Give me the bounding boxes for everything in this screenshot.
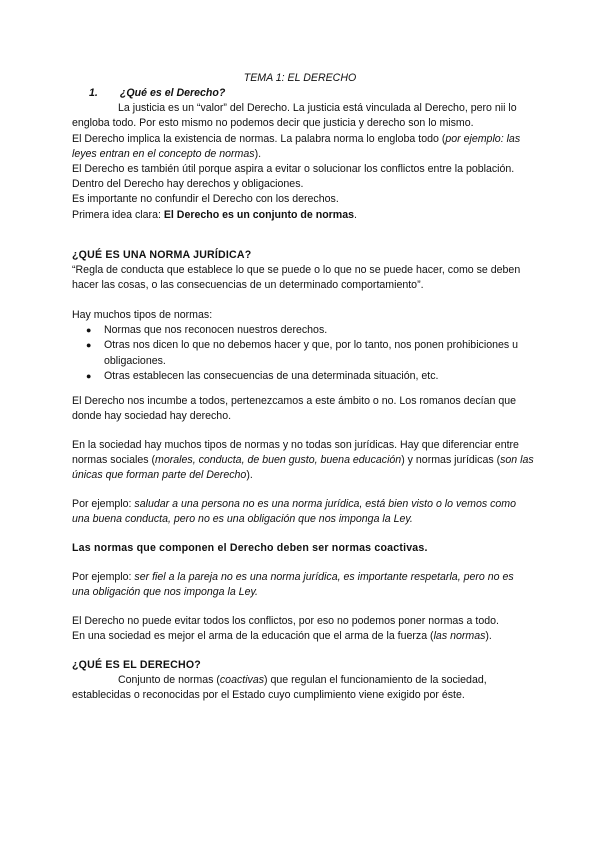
paragraph: El Derecho no puede evitar todos los conflictos, por eso no podemos poner normas a todo. [72,615,499,627]
section-que-es-el-derecho [72,86,534,223]
paragraph: La justicia es un “valor” del Derecho. La justicia está vinculada al Derecho, pero nii lo engloba todo. Por esto mismo no podemos decir que justicia y derecho son lo mismo. [72,102,517,130]
norm-types-list [72,323,534,384]
paragraph: En la sociedad hay muchos tipos de normas y no todas son jurídicas. Hay que diferenciar entre normas sociales (morales, conducta, de buen gusto, buena educación) y normas jurídicas (son las únicas que forman parte del Derecho). [72,439,534,482]
section-heading: ¿QUÉ ES EL DERECHO? [72,659,201,671]
paragraph: El Derecho nos incumbe a todos, pertenezcamos a este ámbito o no. Los romanos decían que donde hay sociedad hay derecho. [72,395,517,423]
section-heading: ¿QUÉ ES UNA NORMA JURÍDICA? [72,249,252,261]
list-item: ● Otras nos dicen lo que no debemos hacer y que, por lo tanto, nos ponen prohibiciones u obligaciones. [72,338,534,368]
paragraph: Dentro del Derecho hay derechos y obligaciones. [72,178,304,191]
definition: Conjunto de normas (coactivas) que regulan el funcionamiento de la sociedad, establecidas o reconocidas por el Estado cuyo cumplimiento viene exigido por éste. [72,674,487,702]
quote: “Regla de conducta que establece lo que se puede o lo que no se puede hacer, como se deben hacer las cosas, o las consecuencias de un determinado comportamiento”. [72,264,521,292]
list-item: ● Normas que nos reconocen nuestros derechos. [72,323,534,338]
paragraph: El Derecho implica la existencia de normas. La palabra norma lo engloba todo (por ejemplo: las leyes entran en el concepto de normas). [72,132,521,160]
list-intro: Hay muchos tipos de normas: [72,309,213,321]
paragraph-block [72,614,534,644]
section-norma-juridica [72,248,534,294]
paragraph: Primera idea clara: El Derecho es un conjunto de normas. [72,208,357,221]
paragraph: En una sociedad es mejor el arma de la educación que el arma de la fuerza (las normas). [72,630,492,643]
section-heading [72,86,534,101]
example: Por ejemplo: ser fiel a la pareja no es una norma jurídica, es importante respetarla, pero no es una obligación que nos imponga la Ley. [72,571,514,599]
section-title: ¿Qué es el Derecho? [119,87,226,99]
section-number: 1. [89,87,98,99]
paragraph-block [72,438,534,484]
paragraph: El Derecho es también útil porque aspira a evitar o solucionar los conflictos entre la población. [72,163,515,176]
bold-statement-block [72,541,534,556]
norm-types [72,308,534,384]
example-block [72,570,534,600]
paragraph-block [72,394,534,424]
section-que-es-el-derecho-definicion [72,658,534,704]
example-block [72,497,534,527]
document-title: TEMA 1: EL DERECHO [243,72,357,84]
paragraph: Es importante no confundir el Derecho con los derechos. [72,193,339,206]
example: Por ejemplo: saludar a una persona no es una norma jurídica, está bien visto o lo vemos como una buena conducta, pero no es una obligación que nos imponga la Ley. [72,498,517,526]
list-item: ● Otras establecen las consecuencias de una determinada situación, etc. [72,369,534,384]
bold-statement: Las normas que componen el Derecho deben ser normas coactivas. [72,542,428,554]
